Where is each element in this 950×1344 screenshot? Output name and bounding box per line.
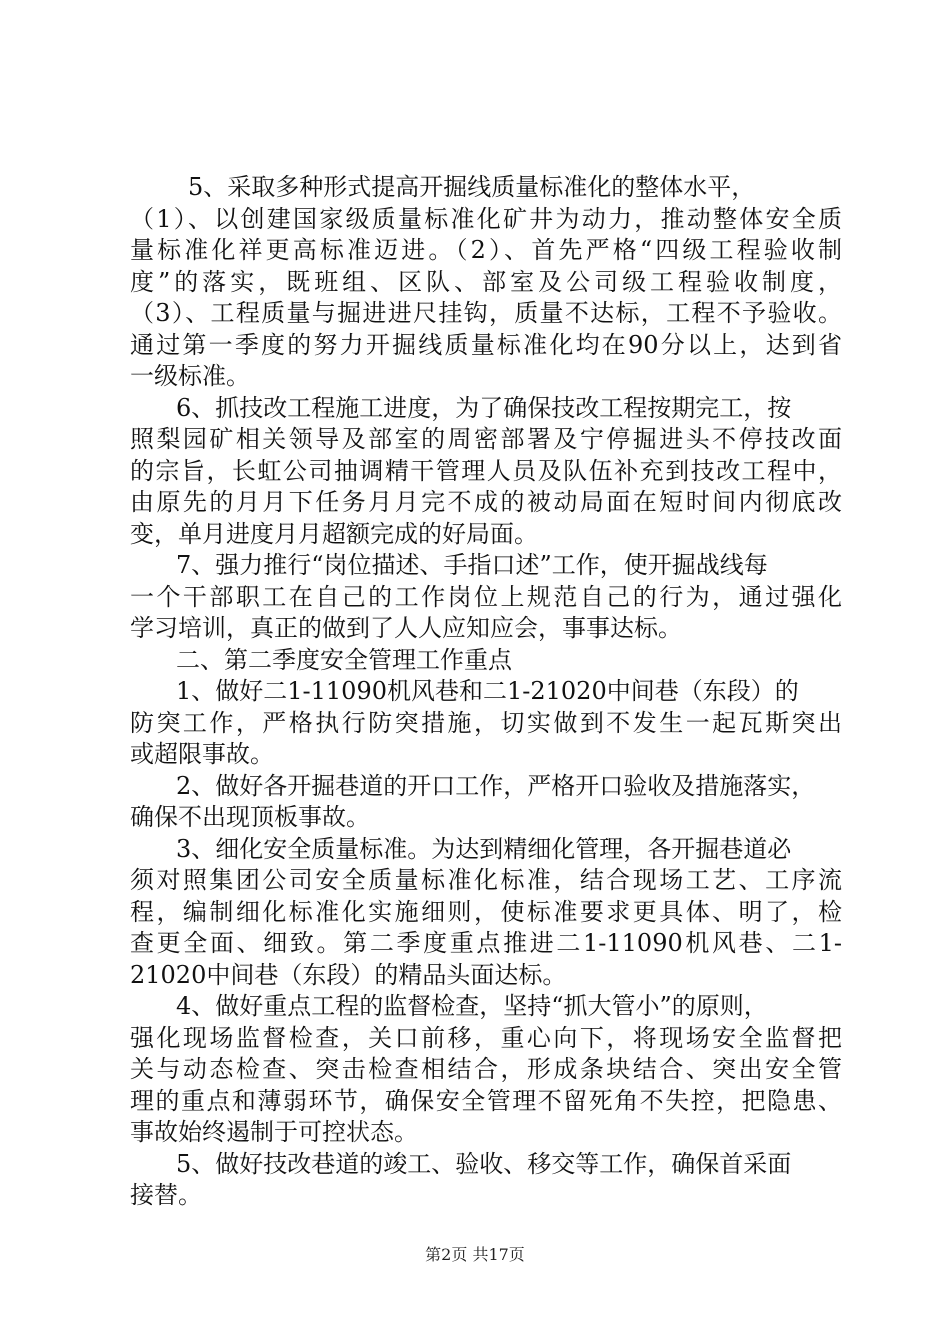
paragraph-line: （1）、以创建国家级质量标准化矿井为动力，推动整体安全质 [130, 204, 842, 233]
paragraph-line: 防突工作，严格执行防突措施，切实做到不发生一起瓦斯突出 [130, 708, 842, 737]
paragraph-line: 强化现场监督检查，关口前移，重心向下，将现场安全监督把 [130, 1023, 842, 1052]
paragraph-line: 一级标准。 [130, 362, 250, 390]
paragraph-line: 量标准化祥更高标准迈进。（2）、首先严格“四级工程验收制 [130, 236, 842, 264]
paragraph-line: 4、做好重点工程的监督检查，坚持“抓大管小”的原则， [176, 992, 768, 1020]
paragraph-line: 查更全面、细致。第二季度重点推进二1-11090机风巷、二1- [130, 929, 842, 957]
paragraph-line: 的宗旨，长虹公司抽调精干管理人员及队伍补充到技改工程中， [130, 456, 842, 485]
section-heading: 二、第二季度安全管理工作重点 [176, 645, 512, 674]
paragraph-line: 2、做好各开掘巷道的开口工作，严格开口验收及措施落实， [176, 771, 816, 800]
paragraph-line: 变，单月进度月月超额完成的好局面。 [130, 519, 538, 548]
paragraph-line: 7、强力推行“岗位描述、手指口述”工作，使开掘战线每 [176, 551, 768, 579]
document-body [130, 172, 842, 1212]
paragraph-line: 6、抓技改工程施工进度，为了确保技改工程按期完工，按 [176, 393, 792, 422]
paragraph-line: 事故始终遏制于可控状态。 [130, 1118, 418, 1146]
paragraph-line: 3、细化安全质量标准。为达到精细化管理，各开掘巷道必 [176, 834, 792, 863]
paragraph-line: 学习培训，真正的做到了人人应知应会，事事达标。 [130, 614, 682, 642]
paragraph-line: 或超限事故。 [130, 740, 274, 768]
paragraph-line: 理的重点和薄弱环节，确保安全管理不留死角不失控，把隐患、 [130, 1086, 842, 1115]
paragraph-line: 由原先的月月下任务月月完不成的被动局面在短时间内彻底改 [130, 488, 842, 516]
paragraph-line: 5、采取多种形式提高开掘线质量标准化的整体水平， [188, 173, 756, 201]
paragraph-line: 度”的落实，既班组、区队、部室及公司级工程验收制度， [130, 267, 842, 296]
paragraph-line: 5、做好技改巷道的竣工、验收、移交等工作，确保首采面 [176, 1149, 792, 1178]
paragraph-line: 确保不出现顶板事故。 [130, 803, 370, 831]
paragraph-line: 接替。 [130, 1181, 202, 1209]
page-number-footer: 第2页 共17页 [425, 1245, 525, 1264]
paragraph-line: 一个干部职工在自己的工作岗位上规范自己的行为，通过强化 [130, 582, 842, 611]
paragraph-line: 程，编制细化标准化实施细则，使标准要求更具体、明了，检 [130, 897, 842, 926]
paragraph-line: 通过第一季度的努力开掘线质量标准化均在90分以上，达到省 [130, 330, 842, 359]
paragraph-line: 须对照集团公司安全质量标准化标准，结合现场工艺、工序流 [130, 866, 842, 894]
paragraph-line: 关与动态检查、突击检查相结合，形成条块结合、突出安全管 [130, 1055, 842, 1083]
paragraph-line: 1、做好二1-11090机风巷和二1-21020中间巷（东段）的 [176, 677, 799, 705]
paragraph-line: 照梨园矿相关领导及部室的周密部署及宁停掘进头不停技改面 [130, 425, 842, 453]
paragraph-line: （3）、工程质量与掘进进尺挂钩，质量不达标，工程不予验收。 [130, 299, 842, 327]
paragraph-line: 21020中间巷（东段）的精品头面达标。 [130, 960, 567, 989]
